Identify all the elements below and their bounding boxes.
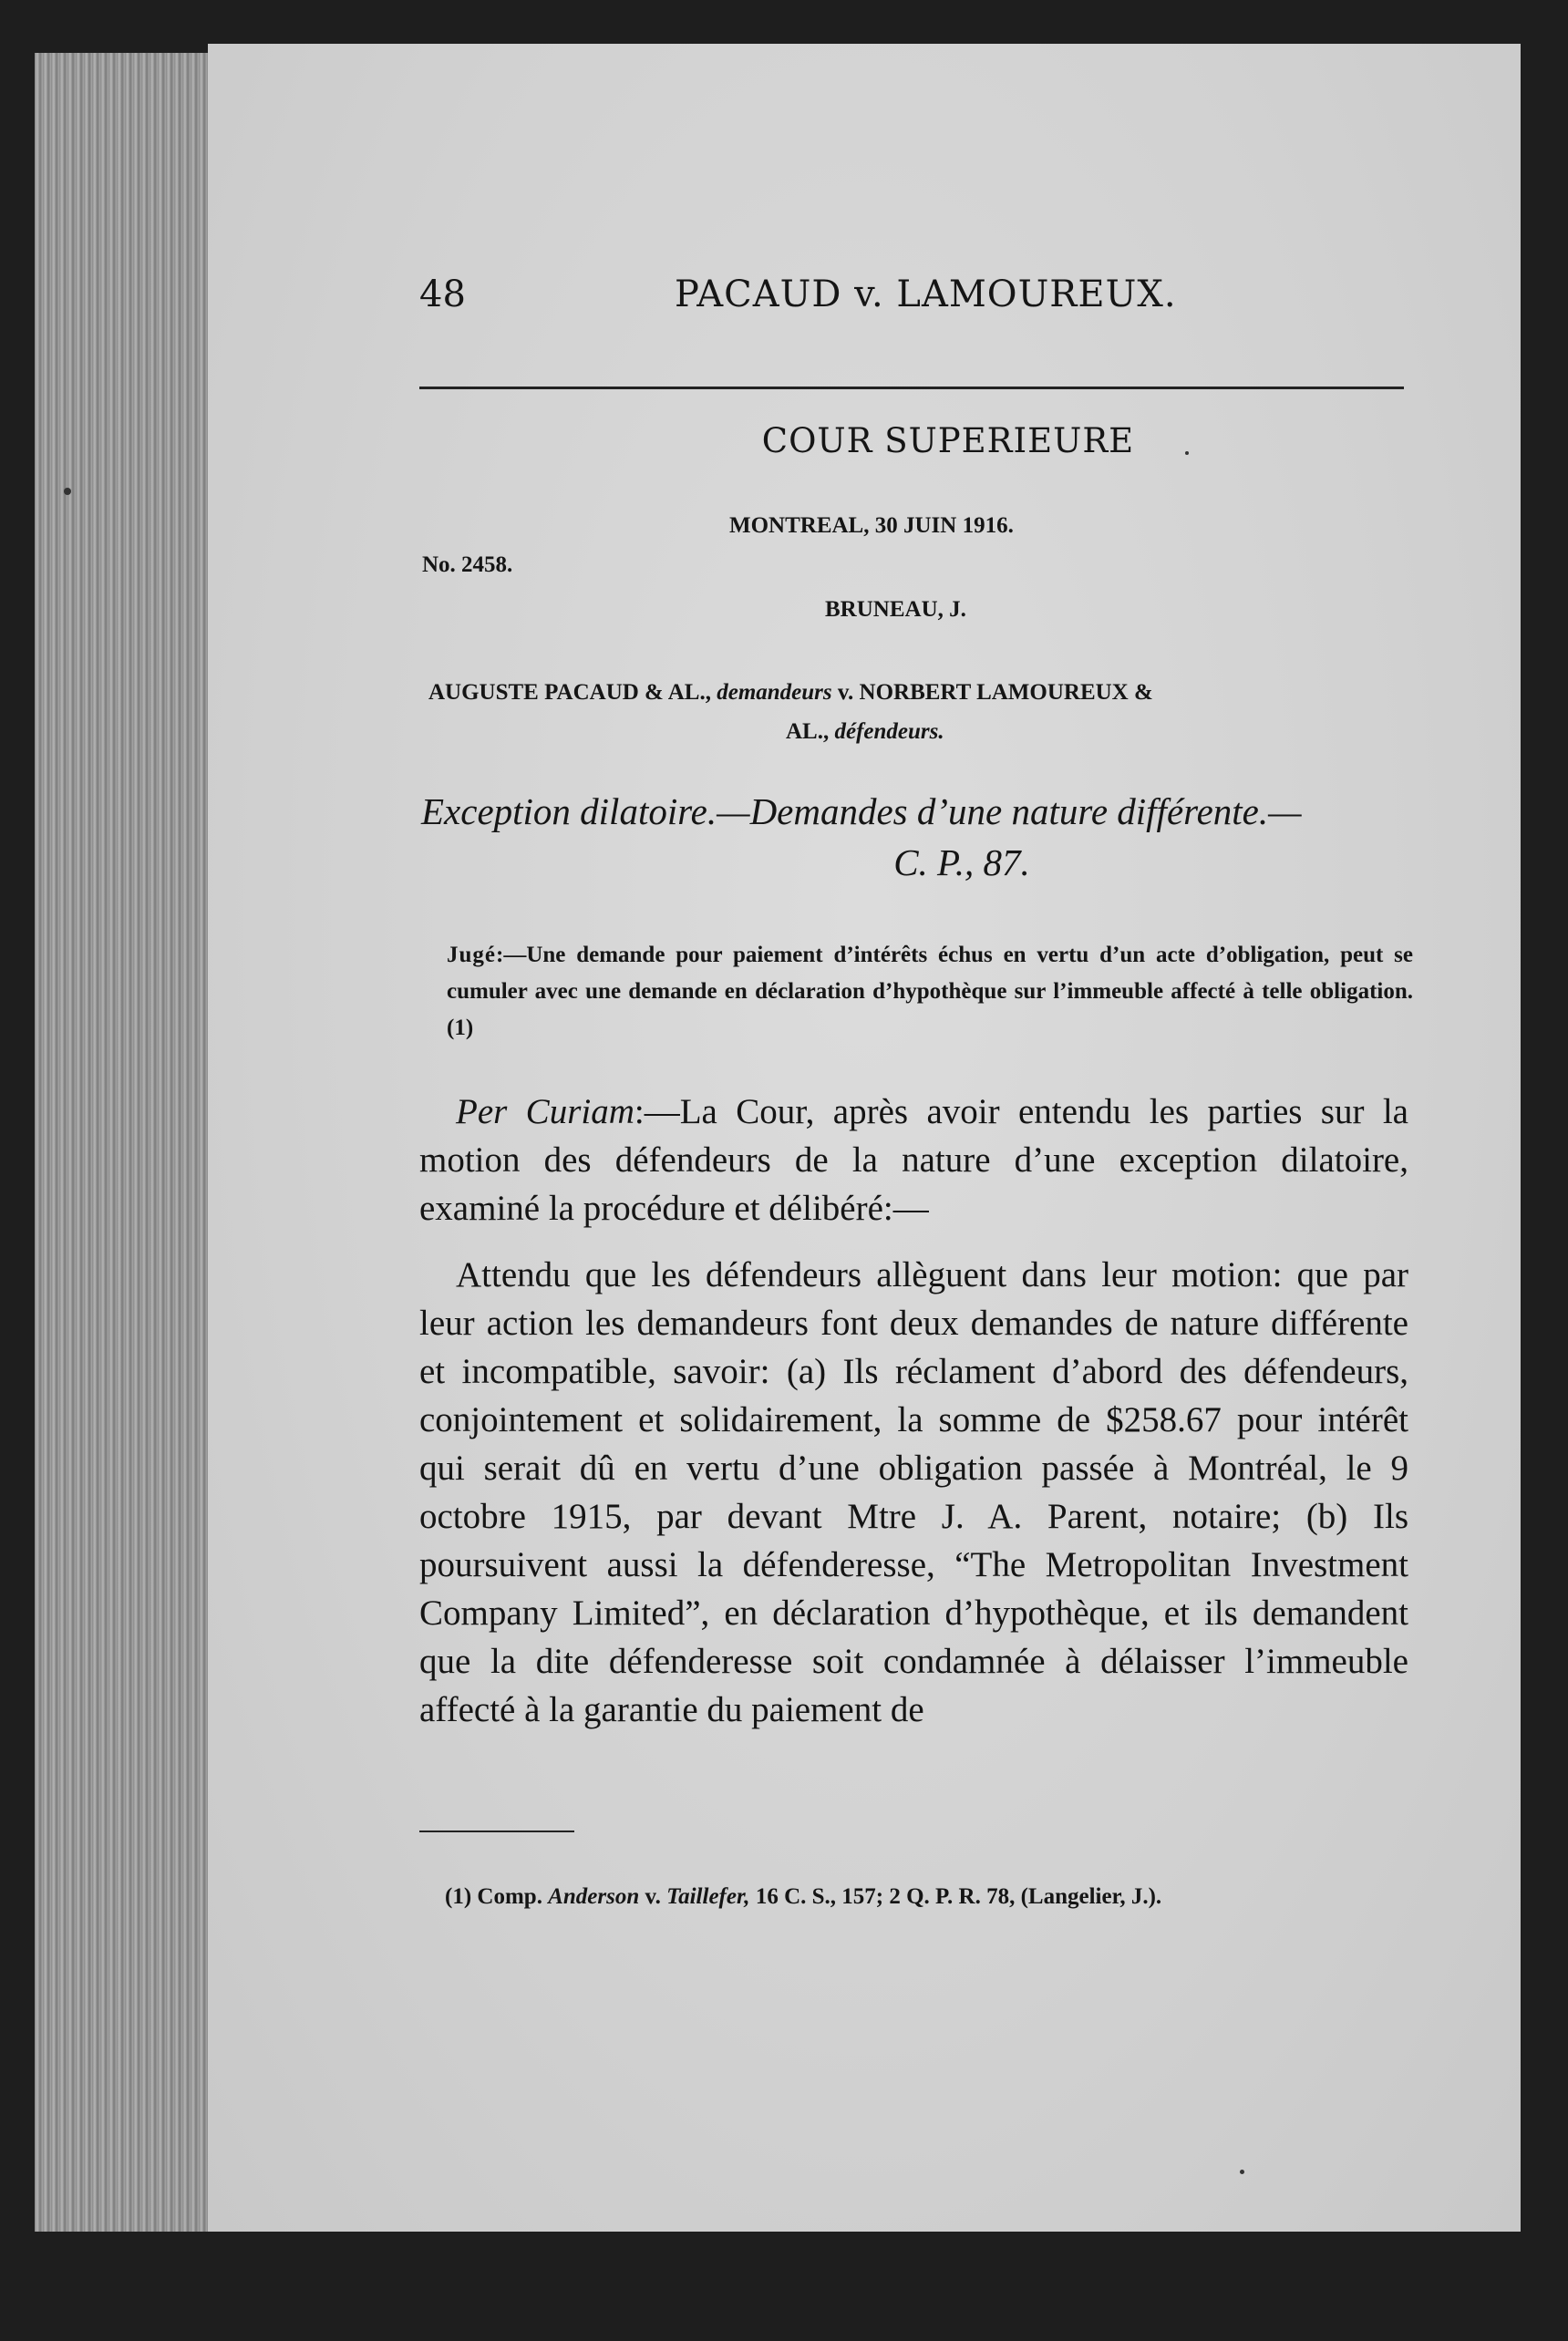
juge-text: :—Une demande pour paiement d’intérêts échus en vertu d’un acte d’obligation, peut se cumuler avec une demande en déclaration d’hypothèque sur l’immeuble affecté à telle obligation. (1) [447, 943, 1413, 1040]
footnote-v: v. [645, 1884, 661, 1909]
running-title: PACAUD v. LAMOUREUX. [675, 273, 1177, 315]
plaintiffs: AUGUSTE PACAUD & AL., [428, 680, 711, 705]
parties-line-1 [428, 673, 1413, 712]
versus: v. [837, 680, 854, 705]
per-curiam: Per Curiam [456, 1092, 634, 1131]
juge-label: Jugé [447, 943, 496, 967]
page-number: 48 [419, 273, 466, 315]
footnote-rule [419, 1831, 574, 1832]
running-header [419, 273, 1404, 328]
defendants-role: défendeurs. [834, 719, 944, 744]
parties-line-2 [428, 712, 1413, 751]
book-page-edges [35, 53, 217, 2232]
footnote-case-b: Taillefer, [666, 1884, 750, 1909]
footnote-citation: 16 C. S., 157; 2 Q. P. R. 78, (Langelier, J.). [755, 1884, 1162, 1909]
footnote-marker: (1) [445, 1884, 472, 1909]
parties-block [428, 673, 1413, 751]
court-name-text: COUR SUPERIEURE [761, 421, 1135, 460]
paragraph-1-text: :—La Cour, après avoir entendu les parties sur la motion des défendeurs de la nature d’une exception dilatoire, examiné la procédure et délibéré:— [419, 1092, 1408, 1228]
headnote-title-line-1: Exception dilatoire.—Demandes d’une nature différente.— [421, 790, 1302, 832]
footnote-comp: Comp. [477, 1884, 542, 1909]
defendants-cont: AL., [786, 719, 830, 744]
headnote-title [419, 786, 1404, 888]
footnote-case-a: Anderson [548, 1884, 640, 1909]
judgment-body [419, 1088, 1408, 1734]
paragraph-1 [419, 1088, 1408, 1232]
headnote-juge [447, 937, 1413, 1047]
court-name [419, 421, 1404, 460]
header-rule [419, 387, 1404, 389]
scan-speck [64, 488, 71, 495]
judge-name: BRUNEAU, J. [825, 597, 966, 622]
plaintiffs-role: demandeurs [717, 680, 832, 705]
case-number: No. 2458. [422, 552, 513, 577]
scan-speck [1240, 2170, 1244, 2174]
paragraph-2: Attendu que les défendeurs allèguent dans leur motion: que par leur action les demandeurs font deux demandes de nature différente et incompatible, savoir: (a) Ils réclament d’abord des défendeurs, conjointement et solidairement, la somme de $258.67 pour intérêt qui serait dû en vertu d’une obligation passée à Montréal, le 9 octobre 1915, par devant Mtre J. A. Parent, notaire; (b) Ils poursuivent aussi la défenderesse, “The Metropolitan Investment Company Limited”, en déclaration d’hypothèque, et ils demandent que la dite défenderesse soit condamnée à délaisser l’immeuble affecté à la garantie du paiement de [419, 1255, 1408, 1729]
headnote-title-line-2: C. P., 87. [893, 841, 1030, 883]
scan-speck [1185, 451, 1189, 455]
date-line: MONTREAL, 30 JUIN 1916. [729, 513, 1014, 538]
defendants: NORBERT LAMOUREUX & [859, 680, 1153, 705]
footnote [428, 1878, 1408, 1915]
